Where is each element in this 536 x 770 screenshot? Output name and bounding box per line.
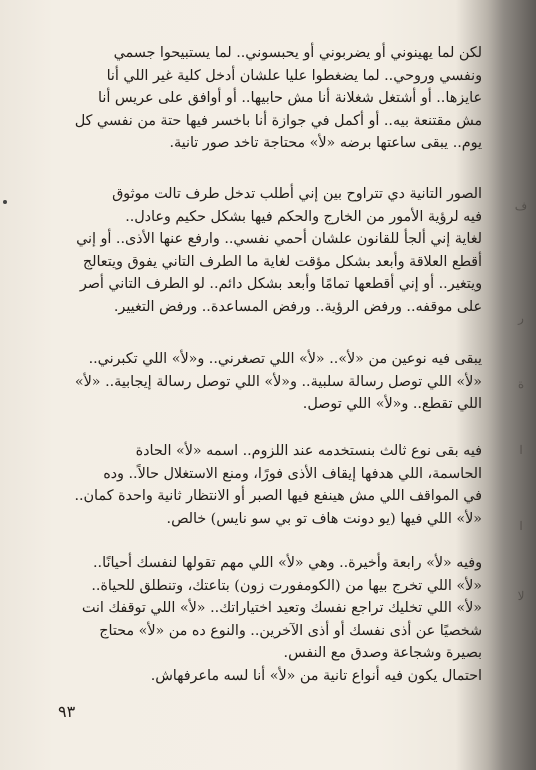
gutter-mark: ف xyxy=(514,199,528,213)
text-line: اللي تقطع.. و«لأ» اللي توصل. xyxy=(302,396,482,413)
text-line: على موقفه.. ورفض الرؤية.. ورفض المساعدة.. ورفض التغيير. xyxy=(113,298,482,315)
text-line: أقطع العلاقة وأبعد بشكل مؤقت لغاية ما الطرف التاني يفوق ويتعالج xyxy=(82,253,482,270)
paragraph-3 xyxy=(52,348,482,416)
paragraph-5 xyxy=(52,552,482,688)
text-line: مش مقتنعة بيه.. أو أكمل في جوازة أنا باخسر فيها حتة من نفسي كل xyxy=(74,112,482,129)
gutter-mark: ر xyxy=(518,311,524,325)
text-line: فيه لرؤية الأمور من الخارج والحكم فيها بشكل حكيم وعادل.. xyxy=(125,208,482,225)
text-line: يبقى فيه نوعين من «لأ».. «لأ» اللي تصغرني.. و«لأ» اللي تكبرني.. xyxy=(88,351,482,367)
text-line: بصيرة وشجاعة وصدق مع النفس. xyxy=(283,645,482,662)
text-line: فيه بقى نوع ثالث بنستخدمه عند اللزوم.. اسمه «لأ» الحادة xyxy=(135,443,482,459)
page-number: ٩٣ xyxy=(58,702,76,721)
paragraph-4 xyxy=(52,440,482,530)
text-line: الصور التانية دي تتراوح بين إني أطلب تدخل طرف تالت موثوق xyxy=(112,186,482,202)
text-line: «لأ» اللي تخرج بيها من (الكومفورت زون) بتاعتك، وتنطلق للحياة.. xyxy=(91,577,482,594)
page-edge-dot xyxy=(3,200,7,204)
text-line: ونفسي وروحي.. لما يضغطوا عليا علشان أدخل كلية غير اللي أنا xyxy=(106,67,482,84)
text-line: «لأ» اللي تخليك تراجع نفسك وتعيد اختياراتك.. «لأ» اللي توقفك انت xyxy=(81,600,482,617)
text-line: عايزها.. أو أشتغل شغلانة أنا مش حابيها.. أو أوافق على عريس أنا xyxy=(98,90,482,107)
gutter-mark: ا xyxy=(519,443,523,457)
text-line: احتمال يكون فيه أنواع تانية من «لأ» أنا لسه ماعرفهاش. xyxy=(150,667,482,684)
paragraph-1 xyxy=(52,42,482,155)
text-line: الحاسمة، اللي هدفها إيقاف الأذى فورًا، ومنع الاستغلال حالاً.. وده xyxy=(103,465,482,482)
gutter-mark: ة xyxy=(517,377,525,391)
text-line: لكن لما يهينوني أو يضربوني أو يحبسوني.. لما يستبيحوا جسمي xyxy=(113,45,482,61)
text-line: وفيه «لأ» رابعة وأخيرة.. وهي «لأ» اللي مهم تقولها لنفسك أحيانًا.. xyxy=(93,555,482,571)
text-line: «لأ» اللي توصل رسالة سلبية.. و«لأ» اللي توصل رسالة إيجابية.. «لأ» xyxy=(74,373,482,390)
gutter-mark: لا xyxy=(517,589,525,603)
text-line: شخصيًا عن أذى نفسك أو أذى الآخرين.. والنوع ده من «لأ» محتاج xyxy=(99,622,482,639)
text-line: «لأ» اللي فيها (يو دونت هاف تو بي سو نايس) خالص. xyxy=(166,510,482,527)
text-line: لغاية إني ألجأ للقانون علشان أحمي نفسي.. وارفع عنها الأذى.. أو إني xyxy=(76,231,482,248)
text-line: في المواقف اللي مش هينفع فيها الصبر أو الانتظار ثانية واحدة كمان.. xyxy=(74,488,482,505)
text-line: يوم.. يبقى ساعتها برضه «لأ» محتاجة تاخد صور تانية. xyxy=(169,135,482,152)
text-line: ويتغير.. أو إني أقطعها تمامًا وأبعد بشكل دائم.. لو الطرف التاني أصر xyxy=(79,276,482,293)
paragraph-2 xyxy=(52,183,482,319)
gutter-mark: ا xyxy=(519,519,523,533)
